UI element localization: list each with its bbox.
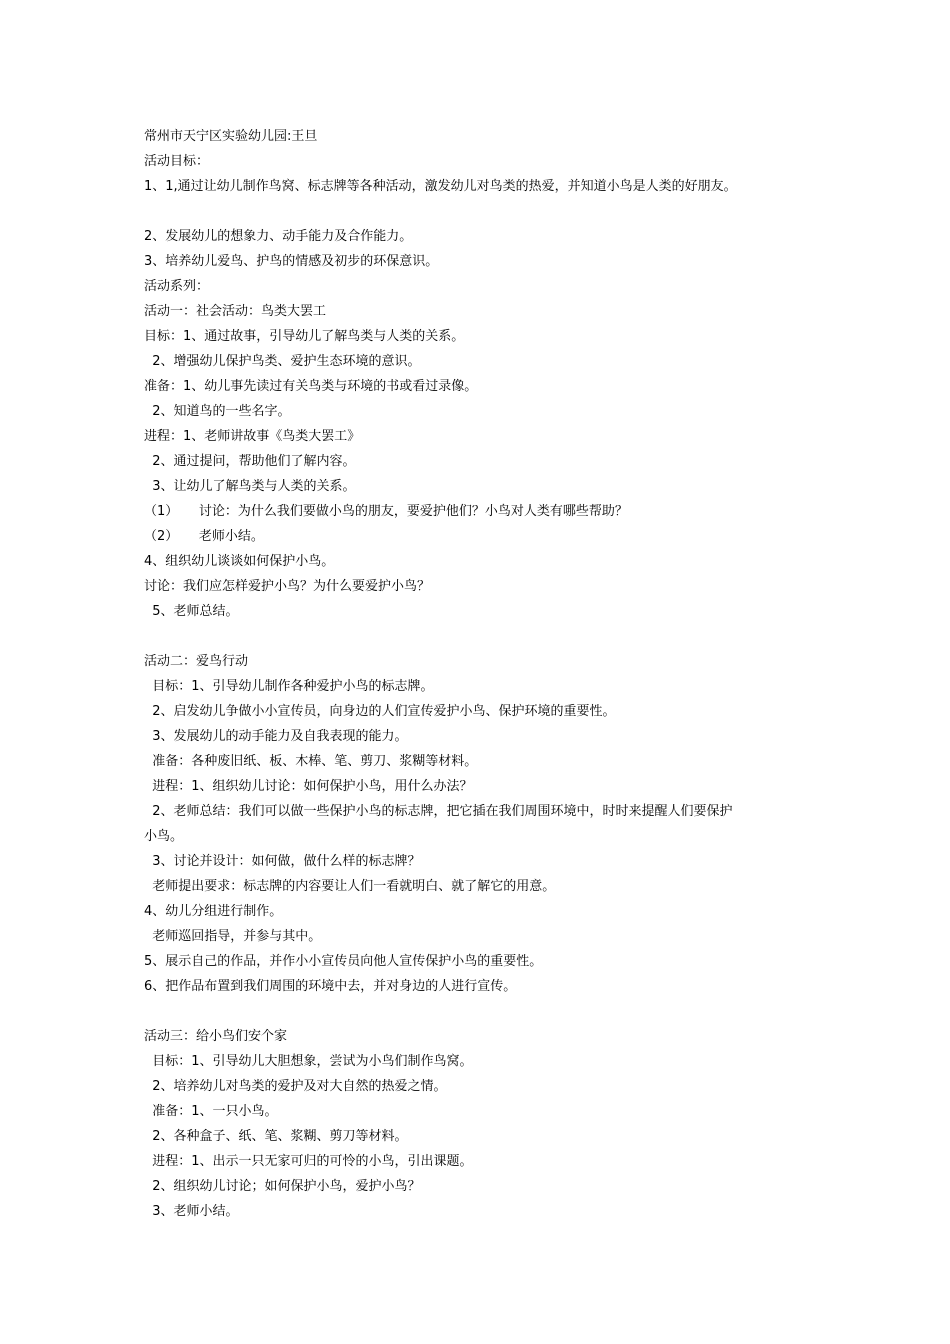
section-heading-goals: 活动目标： bbox=[144, 154, 210, 169]
blank-line bbox=[144, 624, 824, 649]
activity-two-goal-3: 3、发展幼儿的动手能力及自我表现的能力。 bbox=[144, 729, 408, 744]
activity-three-goal-2: 2、培养幼儿对鸟类的爱护及对大自然的热爱之情。 bbox=[144, 1079, 447, 1094]
activity-one-discussion: 讨论：我们应怎样爱护小鸟？为什么要爱护小鸟？ bbox=[144, 579, 431, 594]
activity-one-prep-2: 2、知道鸟的一些名字。 bbox=[144, 404, 291, 419]
activity-one-step-1: 进程：1、老师讲故事《鸟类大罢工》 bbox=[144, 429, 361, 444]
blank-line bbox=[144, 999, 824, 1024]
activity-three-step-2: 2、组织幼儿讨论；如何保护小鸟，爱护小鸟？ bbox=[144, 1179, 421, 1194]
activity-three-goal-1: 目标：1、引导幼儿大胆想象，尝试为小鸟们制作鸟窝。 bbox=[144, 1054, 473, 1069]
activity-one-substep-2: （2） 老师小结。 bbox=[144, 529, 264, 544]
activity-two-goal-1: 目标：1、引导幼儿制作各种爱护小鸟的标志牌。 bbox=[144, 679, 434, 694]
activity-two-step-2-cont: 小鸟。 bbox=[144, 829, 184, 844]
goal-item-1: 1、1,通过让幼儿制作鸟窝、标志牌等各种活动，激发幼儿对鸟类的热爱，并知道小鸟是人类的好朋友。 bbox=[144, 179, 737, 194]
blank-line bbox=[144, 199, 824, 224]
activity-two-prep: 准备：各种废旧纸、板、木棒、笔、剪刀、浆糊等材料。 bbox=[144, 754, 478, 769]
activity-one-title: 活动一：社会活动：鸟类大罢工 bbox=[144, 304, 327, 319]
activity-one-prep-1: 准备：1、幼儿事先读过有关鸟类与环境的书或看过录像。 bbox=[144, 379, 478, 394]
activity-three-step-3: 3、老师小结。 bbox=[144, 1204, 239, 1219]
activity-two-step-5: 5、展示自己的作品，并作小小宣传员向他人宣传保护小鸟的重要性。 bbox=[144, 954, 543, 969]
goal-item-3: 3、培养幼儿爱鸟、护鸟的情感及初步的环保意识。 bbox=[144, 254, 439, 269]
activity-two-step-6: 6、把作品布置到我们周围的环境中去，并对身边的人进行宣传。 bbox=[144, 979, 517, 994]
document-body bbox=[144, 124, 824, 1224]
author-line: 常州市天宁区实验幼儿园:王旦 bbox=[144, 129, 318, 144]
activity-three-prep-2: 2、各种盒子、纸、笔、浆糊、剪刀等材料。 bbox=[144, 1129, 408, 1144]
activity-two-step-4: 4、幼儿分组进行制作。 bbox=[144, 904, 283, 919]
activity-three-prep-1: 准备：1、一只小鸟。 bbox=[144, 1104, 278, 1119]
activity-one-step-5: 5、老师总结。 bbox=[144, 604, 239, 619]
activity-one-goal-1: 目标：1、通过故事，引导幼儿了解鸟类与人类的关系。 bbox=[144, 329, 465, 344]
activity-one-step-2: 2、通过提问，帮助他们了解内容。 bbox=[144, 454, 356, 469]
activity-two-step-1: 进程：1、组织幼儿讨论：如何保护小鸟，用什么办法？ bbox=[144, 779, 473, 794]
activity-two-requirement: 老师提出要求：标志牌的内容要让人们一看就明白、就了解它的用意。 bbox=[144, 879, 556, 894]
section-heading-series: 活动系列： bbox=[144, 279, 210, 294]
activity-two-title: 活动二：爱鸟行动 bbox=[144, 654, 249, 669]
activity-three-step-1: 进程：1、出示一只无家可归的可怜的小鸟，引出课题。 bbox=[144, 1154, 473, 1169]
activity-two-step-2: 2、老师总结：我们可以做一些保护小鸟的标志牌，把它插在我们周围环境中，时时来提醒人们要保护 bbox=[144, 804, 733, 819]
activity-one-step-4: 4、组织幼儿谈谈如何保护小鸟。 bbox=[144, 554, 335, 569]
activity-two-goal-2: 2、启发幼儿争做小小宣传员，向身边的人们宣传爱护小鸟、保护环境的重要性。 bbox=[144, 704, 616, 719]
activity-one-substep-1: （1） 讨论：为什么我们要做小鸟的朋友，要爱护他们？小鸟对人类有哪些帮助？ bbox=[144, 504, 628, 519]
activity-two-step-3: 3、讨论并设计：如何做，做什么样的标志牌？ bbox=[144, 854, 421, 869]
activity-three-title: 活动三：给小鸟们安个家 bbox=[144, 1029, 288, 1044]
activity-one-goal-2: 2、增强幼儿保护鸟类、爱护生态环境的意识。 bbox=[144, 354, 421, 369]
activity-two-guidance: 老师巡回指导，并参与其中。 bbox=[144, 929, 322, 944]
activity-one-step-3: 3、让幼儿了解鸟类与人类的关系。 bbox=[144, 479, 356, 494]
goal-item-2: 2、发展幼儿的想象力、动手能力及合作能力。 bbox=[144, 229, 413, 244]
